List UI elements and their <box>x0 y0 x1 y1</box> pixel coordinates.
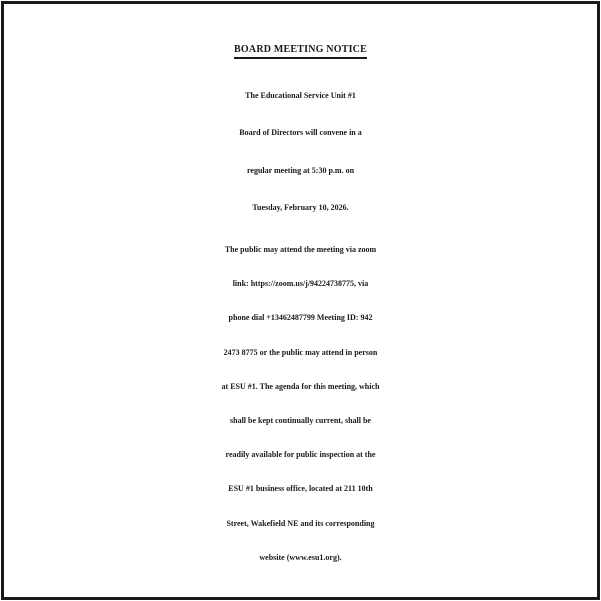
lead-line: regular meeting at 5:30 p.m. on <box>246 165 355 175</box>
lead-line: Board of Directors will convene in a <box>239 128 362 138</box>
body-line: readily available for public inspection at the <box>225 450 376 460</box>
body-line: ESU #1 business office, located at 211 10th <box>228 484 373 494</box>
notice-title: BOARD MEETING NOTICE <box>234 44 367 55</box>
body-line: phone dial +13462487799 Meeting ID: 942 <box>228 313 373 323</box>
lead-line: The Educational Service Unit #1 <box>245 91 356 100</box>
body-line: link: https://zoom.us/j/94224738775, via <box>232 279 369 289</box>
body-paragraph <box>4 233 597 575</box>
body-line: 2473 8775 or the public may attend in person <box>223 347 378 357</box>
body-line: shall be kept continually current, shall be <box>230 416 371 426</box>
body-line: The public may attend the meeting via zoom <box>224 245 377 254</box>
lead-paragraph <box>4 77 597 226</box>
lead-line: Tuesday, February 10, 2026. <box>252 202 349 212</box>
body-line: at ESU #1. The agenda for this meeting, which <box>221 381 380 391</box>
body-line: website (www.esu1.org). <box>259 552 342 562</box>
body-line: Street, Wakefield NE and its corresponding <box>226 518 375 528</box>
notice-box <box>1 1 600 600</box>
